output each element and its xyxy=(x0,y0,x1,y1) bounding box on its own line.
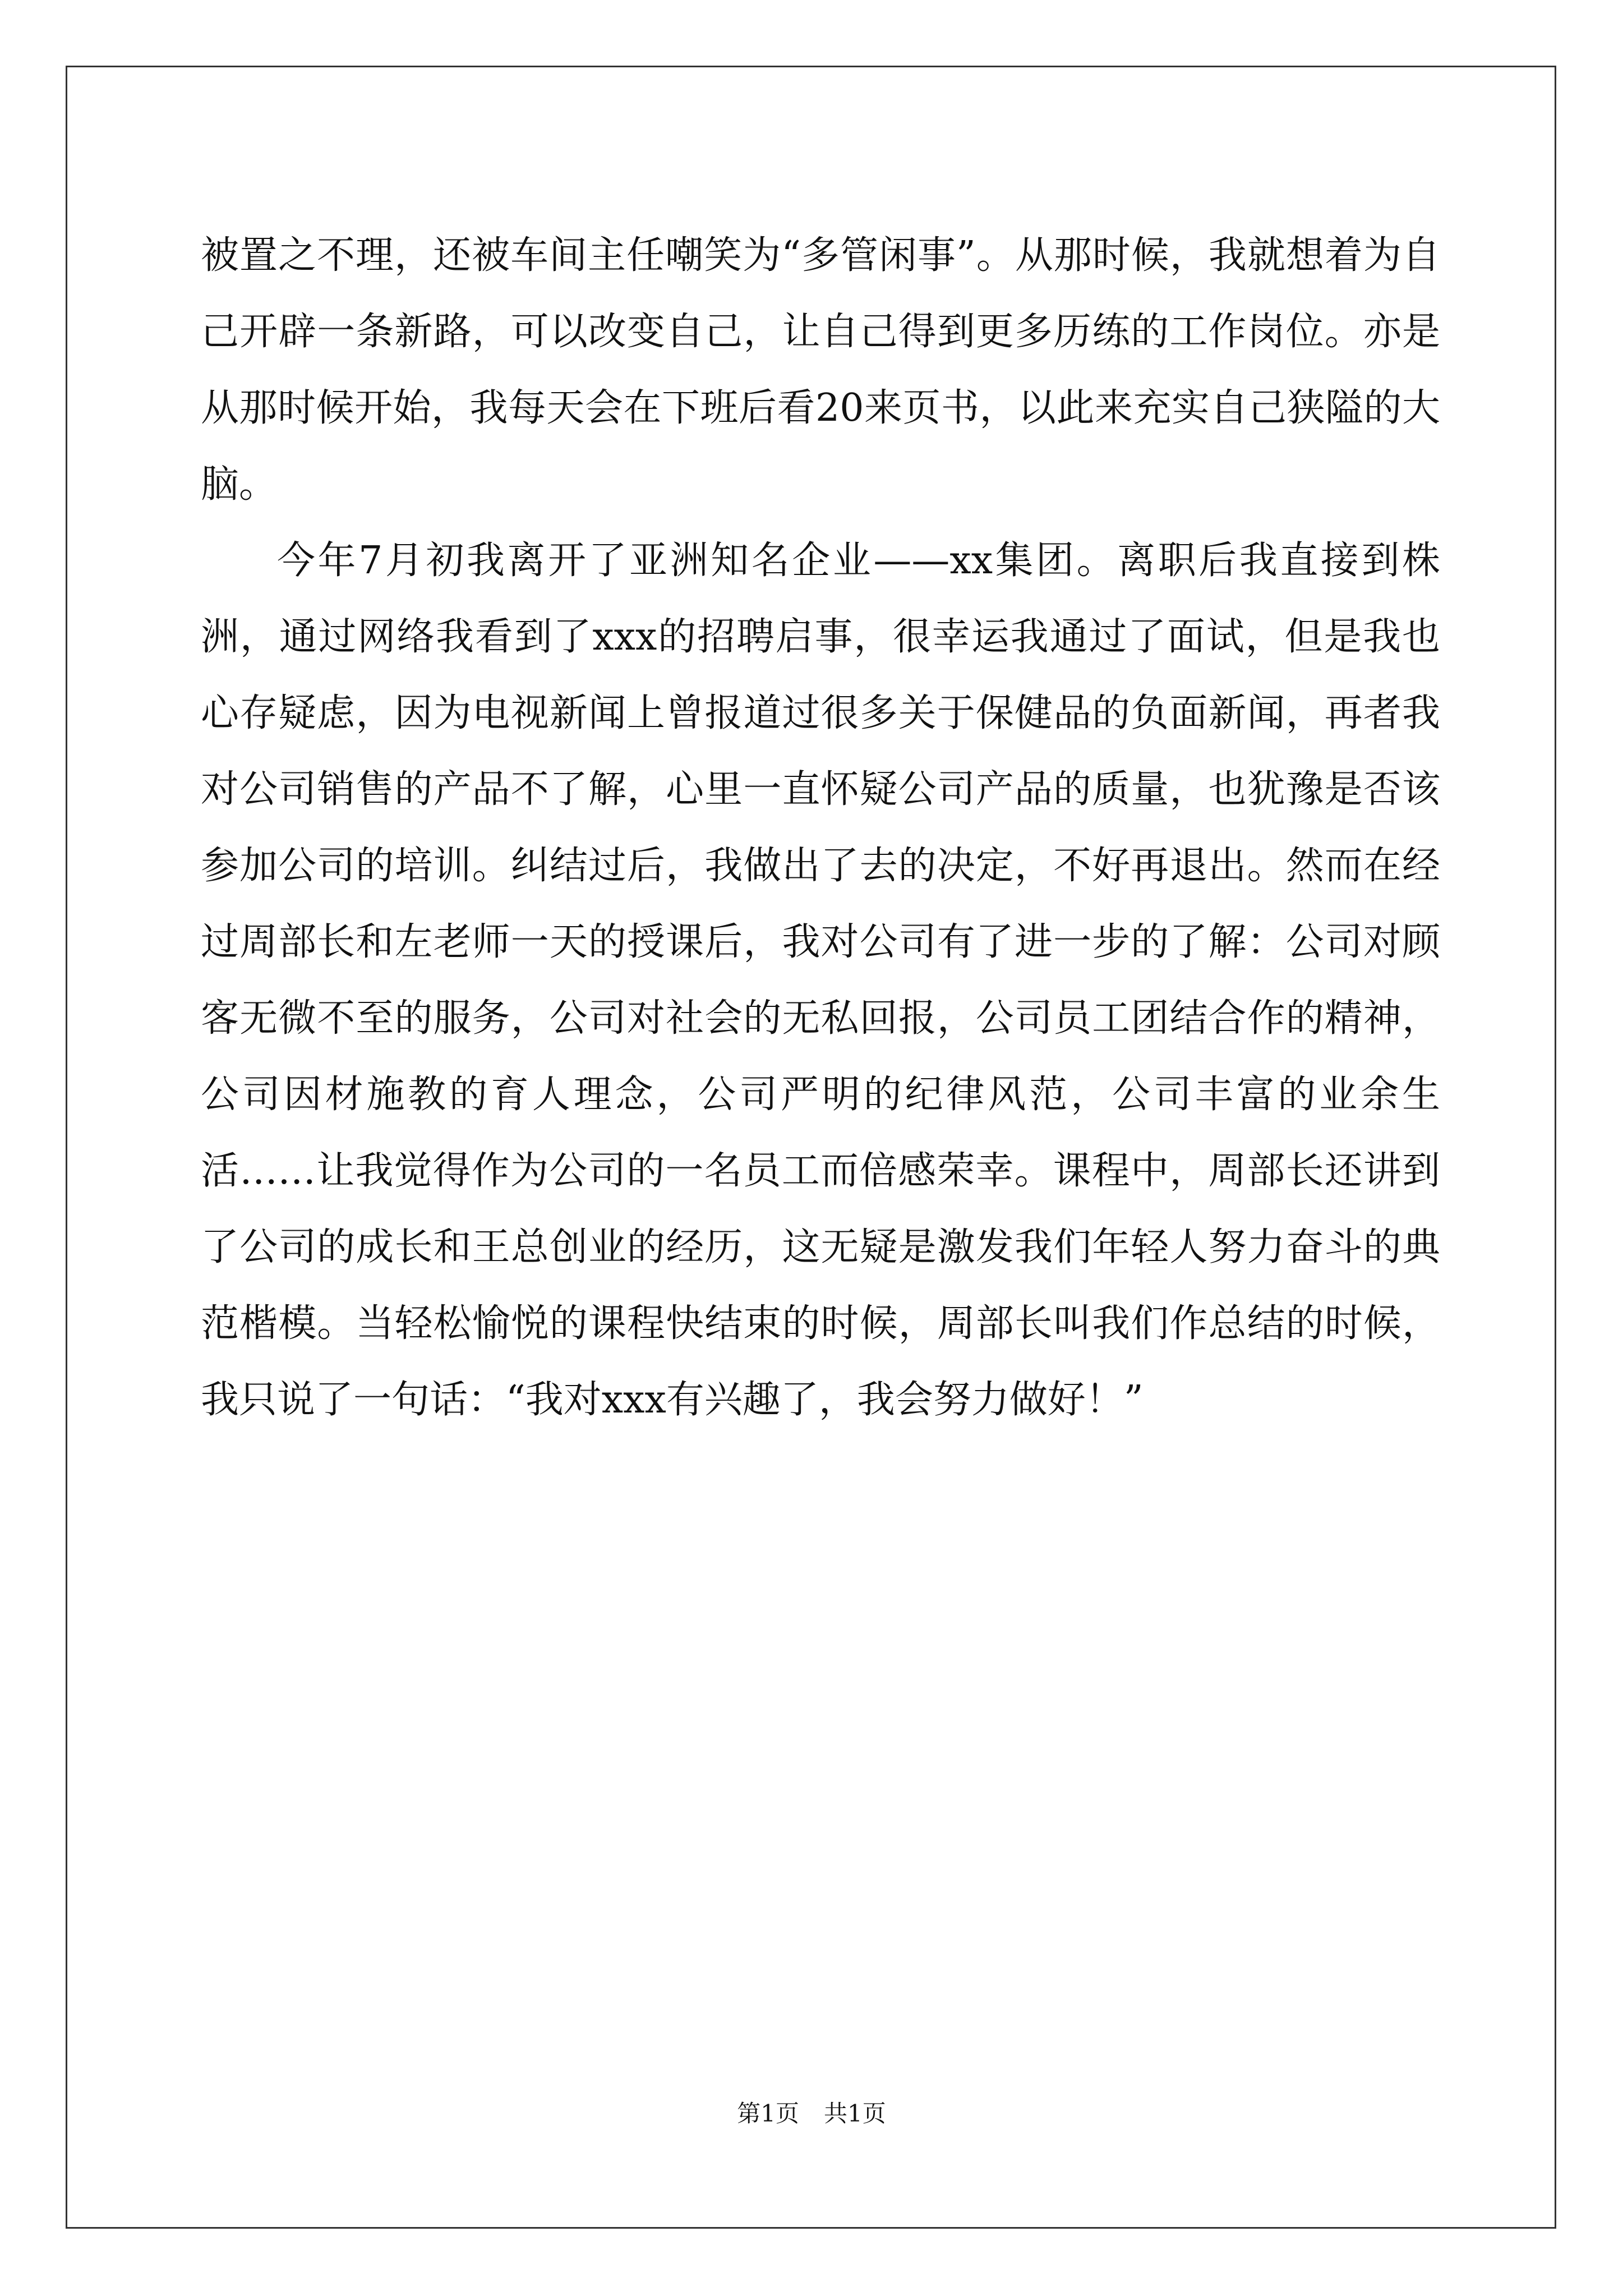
document-body xyxy=(201,218,1440,1438)
page-number-current: 第1页 xyxy=(737,2100,799,2127)
page-footer xyxy=(0,2095,1623,2129)
paragraph-2: 今年7月初我离开了亚洲知名企业——xx集团。离职后我直接到株洲，通过网络我看到了xxx的招聘启事，很幸运我通过了面试，但是我也心存疑虑，因为电视新闻上曾报道过很多关于保健品的负面新闻，再者我对公司销售的产品不了解，心里一直怀疑公司产品的质量，也犹豫是否该参加公司的培训。纠结过后，我做出了去的决定，不好再退出。然而在经过周部长和左老师一天的授课后，我对公司有了进一步的了解：公司对顾客无微不至的服务，公司对社会的无私回报，公司员工团结合作的精神，公司因材施教的育人理念，公司严明的纪律风范，公司丰富的业余生活……让我觉得作为公司的一名员工而倍感荣幸。课程中，周部长还讲到了公司的成长和王总创业的经历，这无疑是激发我们年轻人努力奋斗的典范楷模。当轻松愉悦的课程快结束的时候，周部长叫我们作总结的时候，我只说了一句话：“我对xxx有兴趣了，我会努力做好！” xyxy=(201,539,1440,1422)
paragraph-1: 被置之不理，还被车间主任嘲笑为“多管闲事”。从那时候，我就想着为自己开辟一条新路，可以改变自己，让自己得到更多历练的工作岗位。亦是从那时候开始，我每天会在下班后看20来页书，以此来充实自己狭隘的大脑。 xyxy=(201,233,1440,507)
page-number-total: 共1页 xyxy=(824,2100,886,2127)
